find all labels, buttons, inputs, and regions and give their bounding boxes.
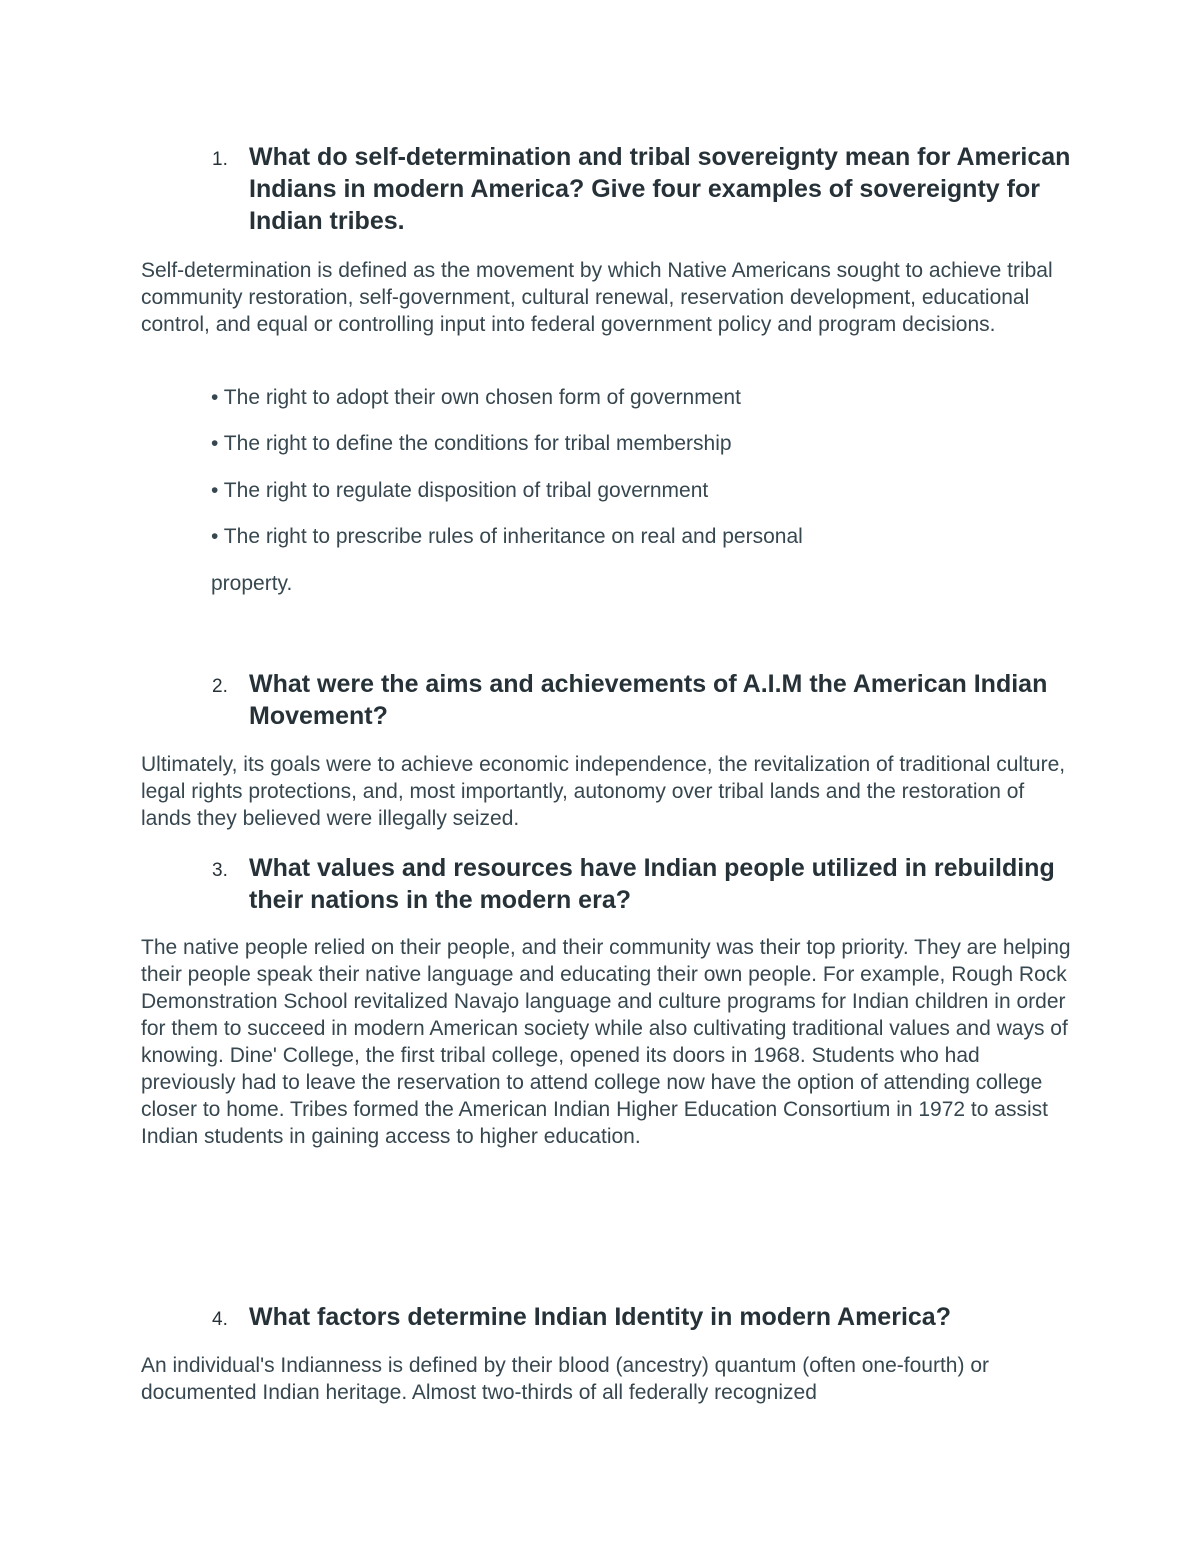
answer-1-bullet-1: • The right to adopt their own chosen form of government	[211, 386, 741, 409]
answer-1-paragraph: Self-determination is defined as the movement by which Native Americans sought to achieve tribal community restoration, self-government, cultural renewal, reservation development, educational control, and equal or controlling input into federal government policy and program decisions.	[141, 259, 1053, 336]
answer-1-bullet-4: • The right to prescribe rules of inheritance on real and personal	[211, 525, 803, 548]
question-2-number: 2.	[212, 676, 228, 697]
answer-3-paragraph: The native people relied on their people, and their community was their top priority. They are helping their people speak their native language and educating their own people. For example, Rough Rock Demonstration School revitalized Navajo language and culture programs for Indian children in order for them to succeed in modern American society while also cultivating traditional values and ways of knowing. Dine' College, the first tribal college, opened its doors in 1968. Students who had previously had to leave the reservation to attend college now have the option of attending college closer to home. Tribes formed the American Indian Higher Education Consortium in 1972 to assist Indian students in gaining access to higher education.	[141, 936, 1071, 1148]
question-1-number: 1.	[212, 149, 228, 170]
question-4-number: 4.	[212, 1309, 228, 1330]
question-1	[212, 141, 1072, 237]
answer-2-paragraph: Ultimately, its goals were to achieve economic independence, the revitalization of traditional culture, legal rights protections, and, most importantly, autonomy over tribal lands and the restoration of lands they believed were illegally seized.	[141, 753, 1066, 830]
question-4-text: What factors determine Indian Identity in modern America?	[249, 1303, 951, 1331]
question-3-number: 3.	[212, 860, 228, 881]
question-1-text: What do self-determination and tribal sovereignty mean for American Indians in modern America? Give four examples of sovereignty for Indian tribes.	[249, 143, 1071, 235]
question-3-text: What values and resources have Indian people utilized in rebuilding their nations in the modern era?	[249, 854, 1055, 914]
question-2-text: What were the aims and achievements of A.I.M the American Indian Movement?	[249, 670, 1048, 730]
answer-1-continuation: property.	[211, 572, 293, 595]
answer-1-bullet-2: • The right to define the conditions for tribal membership	[211, 432, 732, 455]
question-4	[212, 1301, 1072, 1333]
question-3	[212, 852, 1072, 916]
answer-4-paragraph: An individual's Indianness is defined by their blood (ancestry) quantum (often one-fourth) or documented Indian heritage. Almost two-thirds of all federally recognized	[141, 1354, 989, 1404]
answer-1-bullet-3: • The right to regulate disposition of tribal government	[211, 479, 709, 502]
question-2	[212, 668, 1072, 732]
